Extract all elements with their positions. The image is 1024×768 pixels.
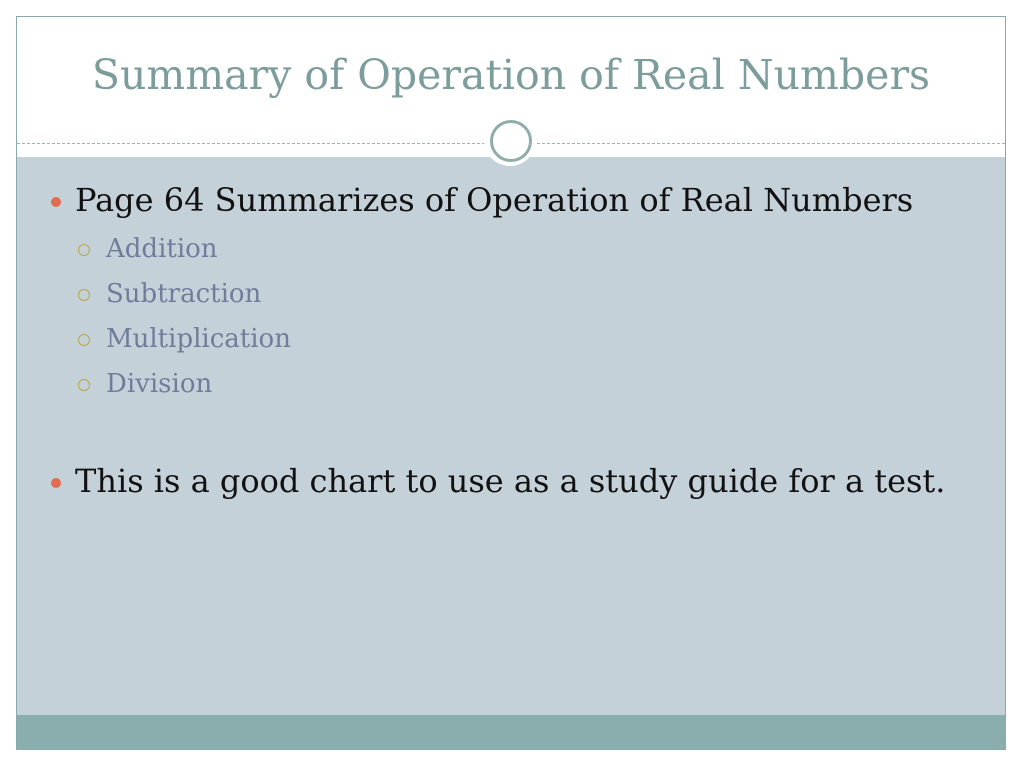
- ornament-ring: [490, 120, 532, 162]
- sub-bullet-text: Subtraction: [106, 279, 262, 309]
- bullet-text: This is a good chart to use as a study guide for a test.: [75, 462, 946, 500]
- hollow-circle-icon: [78, 289, 90, 301]
- hollow-circle-icon: [78, 334, 90, 346]
- bullet-dot-icon: [51, 478, 61, 488]
- slide-title: Summary of Operation of Real Numbers: [91, 51, 931, 99]
- content-area: [17, 157, 1005, 715]
- footer-band: [17, 715, 1005, 750]
- sub-bullet-text: Division: [106, 369, 213, 399]
- sub-bullet-text: Multiplication: [106, 324, 291, 354]
- bullet-dot-icon: [51, 197, 61, 207]
- slide: [16, 16, 1006, 750]
- sub-bullet-text: Addition: [106, 234, 218, 264]
- double-ring-icon: [484, 114, 536, 166]
- hollow-circle-icon: [78, 244, 90, 256]
- hollow-circle-icon: [78, 379, 90, 391]
- bullet-text: Page 64 Summarizes of Operation of Real Numbers: [75, 181, 914, 219]
